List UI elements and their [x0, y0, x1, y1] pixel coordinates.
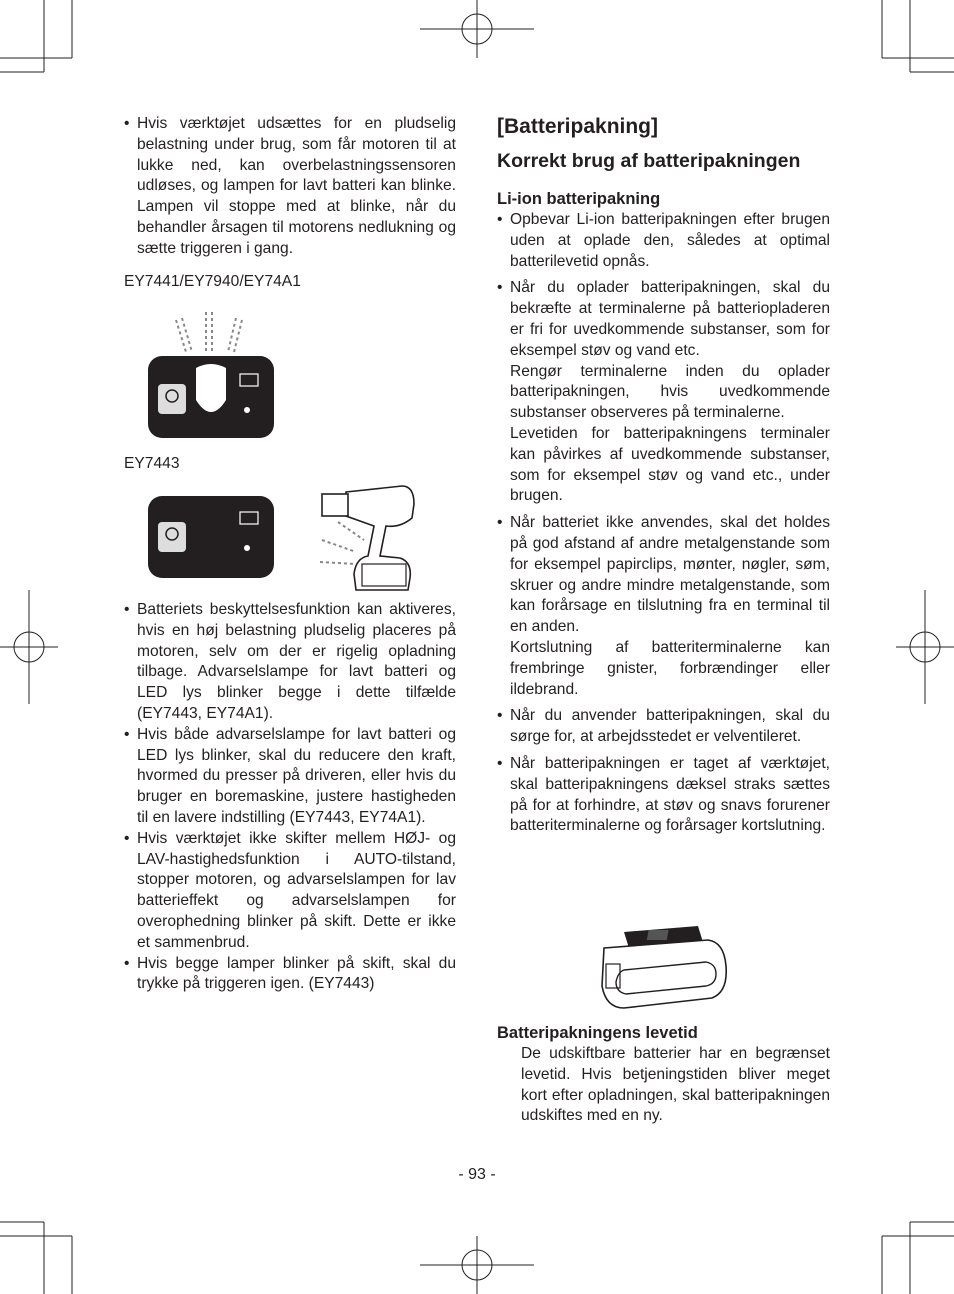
bullet-reduce-force: • Hvis både advarselslampe for lavt batteri og LED lys blinker, skal du reducere den kraft, hvormed du presser på driveren, eller hvis du bruger en boremaskine, justere hastigheden til en lavere indstilling (EY7443, EY74A1). — [124, 725, 456, 829]
control-panel-illustration-1 — [146, 304, 276, 440]
model-label-1: EY7441/EY7940/EY74A1 — [124, 272, 301, 290]
bullet-auto-mode: • Hvis værktøjet ikke skifter mellem HØJ- og LAV-hastighedsfunktion i AUTO-tilstand, stopper motoren, og advarselslampen for lav batterieffekt og advarselslampen for overophedning blinker på skift. Dette er ikke et sammenbrud. — [124, 829, 456, 954]
metal-objects-extra-1: Kortslutning af batteriterminalerne kan frembringe gnister, forbrændinger eller ildebrand. — [510, 638, 830, 698]
drill-illustration — [316, 478, 420, 594]
bullet-storage: • Opbevar Li-ion batteripakningen efter brugen uden at oplade den, således at optimal batterilevetid opnås. — [497, 210, 830, 272]
section-title: [Batteripakning] — [497, 115, 659, 138]
bullet-overload: • Hvis værktøjet udsættes for en pludselig belastning under brug, som får motoren til at lukke ned, kan overbelastningssensoren udløses, og lampen for lavt batteri kan blinke. Lampen vil stoppe med at blinke, når du behandler årsagen til motorens nedlukning og sætte triggeren i gang. — [124, 114, 456, 260]
charging-extra-1: Rengør terminalerne inden du oplader batteripakningen, hvis uvedkommende substanser observeres på terminalerne. — [510, 362, 830, 422]
battery-life-text: De udskiftbare batterier har en begrænset levetid. Hvis betjeningstiden bliver meget kort efter opladningen, skal batteripakningen udskiftes med en ny. — [521, 1045, 830, 1125]
bullet-ventilation: • Når du anvender batteripakningen, skal du sørge for, at arbejdsstedet er velventileret. — [497, 706, 830, 748]
battery-life-section — [497, 1022, 830, 1127]
bullet-charging: • Når du oplader batteripakningen, skal du bekræfte at terminalerne på batteriopladeren er fri for uvedkommende substanser, som for eksempel støv og vand etc. — [497, 278, 830, 361]
battery-pack-illustration — [598, 922, 730, 1014]
bullet-protection: • Batteriets beskyttelsesfunktion kan aktiveres, hvis en høj belastning pludselig placeres på motoren, selv om der er rigelig opladning tilbage. Advarselslampe for lavt batteri og LED lys blinker begge i dette tilfælde (EY7443, EY74A1). — [124, 600, 456, 725]
battery-life-heading: Batteripakningens levetid — [497, 1024, 698, 1042]
page-number: - 93 - — [458, 1166, 496, 1183]
control-panel-illustration-2 — [146, 494, 276, 580]
bullet-metal-objects: • Når batteriet ikke anvendes, skal det holdes på god afstand af andre metalgenstande som for eksempel papirclips, mønter, nøgler, søm, skruer og andre mindre metalgenstande, som kan forårsage en tilslutning fra en terminal til en anden. — [497, 513, 830, 638]
left-column-bottom — [124, 600, 456, 995]
bullet-trigger-again: • Hvis begge lamper blinker på skift, skal du trykke på triggeren igen. (EY7443) — [124, 954, 456, 996]
section-subtitle: Korrekt brug af batteripakningen — [497, 150, 801, 172]
li-ion-heading: Li-ion batteripakning — [497, 190, 661, 208]
charging-extra-2: Levetiden for batteripakningens terminaler kan påvirkes af uvedkommende substanser, som for eksempel støv og vand etc., under brugen. — [510, 424, 830, 505]
bullet-cover: • Når batteripakningen er taget af værktøjet, skal batteripakningens dæksel straks sættes på for at forhindre, at støv og snavs forurener batteriterminalerne og forårsager kortslutning. — [497, 754, 830, 837]
left-column — [124, 114, 456, 292]
right-column — [497, 114, 830, 837]
model-label-2: EY7443 — [124, 455, 180, 472]
